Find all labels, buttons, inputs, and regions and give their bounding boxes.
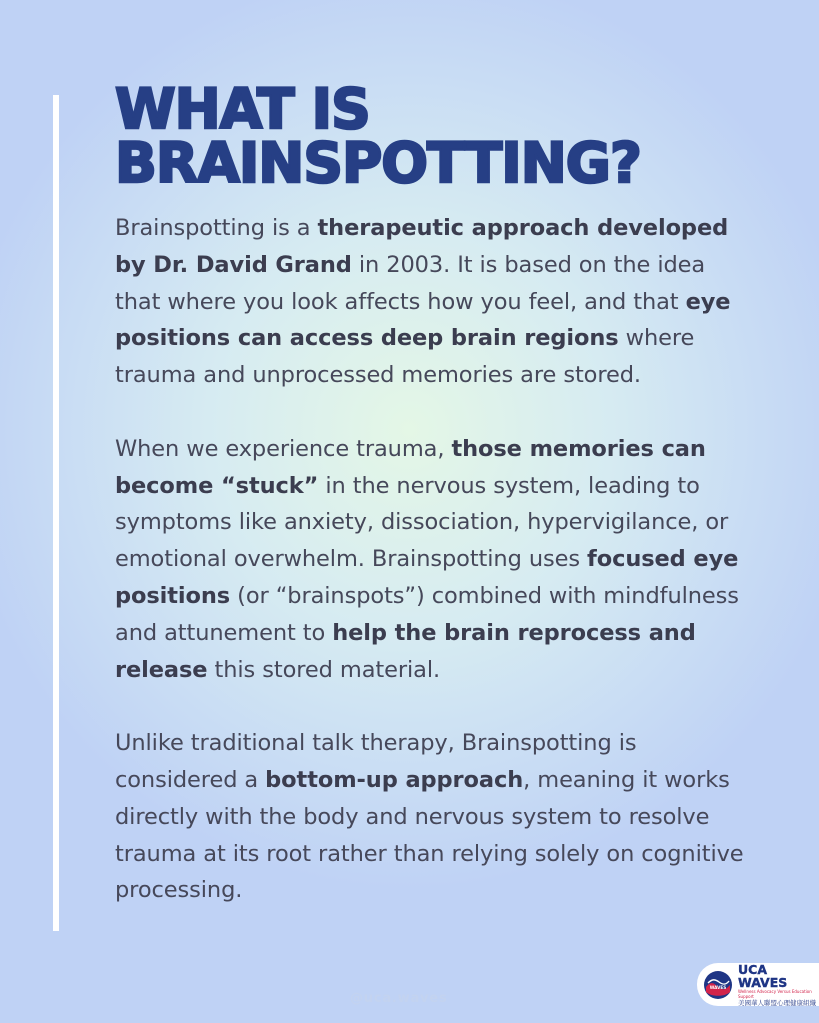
text-run: where trauma and unprocessed memories are stored. (115, 325, 695, 389)
bold-phrase: bottom-up approach (265, 766, 524, 793)
accent-bar (53, 95, 59, 931)
brand-badge (697, 963, 819, 1006)
logo-text: WAVES (709, 984, 727, 990)
text-run: in the nervous system, leading to symptoms like anxiety, dissociation, hypervigilance, or emotional overwhelm. Brainspotting uses (115, 472, 729, 573)
article-body (115, 210, 755, 946)
page-title (115, 77, 755, 195)
text-run: Unlike traditional talk therapy, Brainspotting is considered a (115, 730, 637, 793)
text-run: , meaning it works directly with the body and nervous system to resolve trauma at its root rather than relying solely on cognitive processing. (115, 766, 744, 904)
bold-phrase: those memories can become “stuck” (115, 435, 706, 499)
bold-phrase: eye positions can access deep brain regions (115, 288, 731, 352)
text-run: this stored material. (207, 656, 441, 683)
text-run: When we experience trauma, (115, 435, 452, 462)
paragraph (115, 431, 755, 689)
paragraph (115, 725, 755, 909)
title-line-2: BRAINSPOTTING? (115, 131, 641, 195)
uca-waves-logo-icon (703, 970, 733, 1000)
text-run: Brainspotting is a (115, 215, 318, 241)
bold-phrase: therapeutic approach developed by Dr. David Grand (115, 215, 729, 278)
bold-phrase: focused eye positions (115, 546, 739, 609)
brand-tagline: Wellness Advocacy Versus Education Support (738, 988, 812, 999)
paragraph (115, 210, 755, 394)
bold-phrase: help the brain reprocess and release (115, 619, 696, 683)
text-run: (or “brainspots”) combined with mindfulness and attunement to (115, 582, 739, 646)
title-line-1: WHAT IS (115, 77, 370, 141)
social-handle: @uca.waves (350, 991, 448, 1006)
brand-name: UCA WAVES (738, 961, 788, 990)
brand-chinese-name: 美國華人聯盟心理健康組織 (738, 998, 816, 1007)
text-run: in 2003. It is based on the idea that where you look affects how you feel, and that (115, 251, 706, 315)
